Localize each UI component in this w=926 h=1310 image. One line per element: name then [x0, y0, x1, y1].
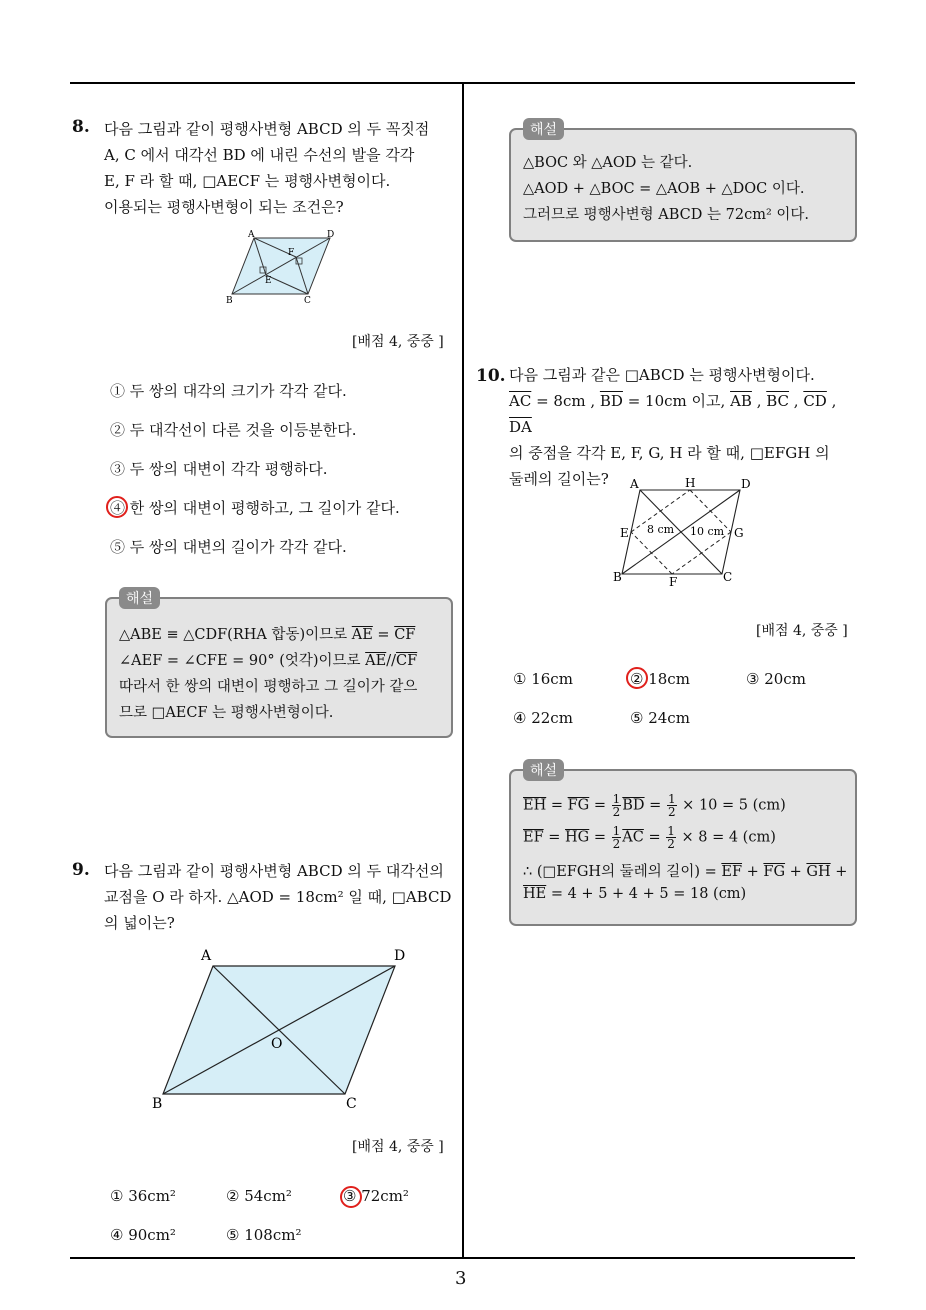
solution-line: 따라서 한 쌍의 대변이 평행하고 그 길이가 같으: [119, 679, 418, 695]
question-8-choice-5[interactable]: ⑤ 두 쌍의 대변의 길이가 각각 같다.: [110, 538, 347, 556]
length-label-ac: 8 cm: [647, 523, 675, 536]
question-8-solution-box: [105, 591, 453, 738]
selected-answer-mark: [626, 667, 648, 689]
fraction: $\frac{1}{2}$: [612, 824, 621, 851]
selected-answer-mark: [340, 1186, 362, 1208]
label-e: E: [265, 276, 272, 286]
label-e: E: [620, 526, 629, 540]
question-10-choice-2[interactable]: ② 18cm: [630, 670, 690, 688]
label-c: C: [304, 296, 311, 306]
label-o: O: [271, 1036, 283, 1052]
label-f: F: [669, 575, 678, 588]
question-9-figure: [145, 940, 425, 1115]
question-10-choice-4[interactable]: ④ 22cm: [513, 709, 573, 727]
label-b: B: [152, 1096, 163, 1112]
label-c: C: [346, 1096, 357, 1112]
solution-tag: 해설: [119, 587, 160, 609]
question-8-line: 다음 그림과 같이 평행사변형 ABCD 의 두 꼭짓점: [104, 120, 430, 138]
question-10-choice-3[interactable]: ③ 20cm: [746, 670, 806, 688]
solution-line: ∴ (□EFGH의 둘레의 길이) = $\overline{EF} + \overline{FG} + \overline{GH}$ +: [523, 864, 848, 880]
question-10-choice-5[interactable]: ⑤ 24cm: [630, 709, 690, 727]
question-10-choice-1[interactable]: ① 16cm: [513, 670, 573, 688]
question-10-figure: [612, 473, 762, 588]
solution-line: △BOC 와 △AOD 는 같다.: [523, 155, 693, 171]
fraction: $\frac{1}{2}$: [667, 824, 675, 851]
length-label-bd: 10 cm: [690, 525, 725, 538]
question-8-choice-2[interactable]: ② 두 대각선이 다른 것을 이등분한다.: [110, 421, 357, 439]
question-9-number: 9.: [72, 860, 90, 880]
label-a: A: [248, 230, 255, 240]
question-9-choice-5[interactable]: ⑤ 108cm²: [226, 1226, 302, 1244]
fraction: $\frac{1}{2}$: [667, 792, 676, 819]
question-8-choice-3[interactable]: ③ 두 쌍의 대변이 각각 평행하다.: [110, 460, 328, 478]
label-c: C: [723, 570, 733, 584]
label-b: B: [226, 296, 233, 306]
question-8-line: E, F 라 할 때, □AECF 는 평행사변형이다.: [104, 172, 391, 190]
solution-line: $\overline{EF} = \overline{HG}$ = $\frac{1}{2}$ $\overline{AC}$ = $\frac{1}{2}$ × 8 = 4 (cm): [523, 824, 776, 851]
question-9-choice-1[interactable]: ① 36cm²: [110, 1187, 176, 1205]
label-d: D: [741, 477, 751, 491]
label-a: A: [630, 477, 639, 491]
question-9-choice-4[interactable]: ④ 90cm²: [110, 1226, 176, 1244]
question-10-line: 둘레의 길이는?: [509, 470, 609, 488]
solution-tag: 해설: [523, 118, 564, 140]
label-b: B: [613, 570, 622, 584]
selected-answer-mark: [106, 496, 128, 518]
question-9-solution-box: [509, 122, 857, 242]
label-h: H: [685, 476, 696, 490]
question-8-text: [104, 116, 454, 220]
solution-line: △AOD + △BOC = △AOB + △DOC 이다.: [523, 181, 805, 197]
question-10-score: [배점 4, 중중 ]: [756, 623, 848, 639]
question-9-text: [104, 858, 459, 936]
solution-tag: 해설: [523, 759, 564, 781]
question-10-line: $\overline{AC} = 8cm$ , $\overline{BD} = 10cm$ 이고, $\overline{AB}$ , $\overline{BC}$ , $\overline{CD}$ , $\overline{DA}$: [509, 392, 837, 436]
question-9-choice-3[interactable]: ③ 72cm²: [343, 1187, 409, 1205]
question-8-line: A, C 에서 대각선 BD 에 내린 수선의 발을 각각: [104, 146, 415, 164]
question-8-line: 이용되는 평행사변형이 되는 조건은?: [104, 198, 344, 216]
question-9-score: [배점 4, 중중 ]: [352, 1139, 444, 1155]
question-10-solution-box: [509, 763, 857, 926]
question-10-number: 10.: [476, 366, 506, 386]
question-9-line: 교점을 O 라 하자. △AOD = 18cm² 일 때, □ABCD: [104, 888, 452, 906]
label-d: D: [394, 948, 406, 964]
question-8-number: 8.: [72, 117, 90, 137]
question-9-choice-2[interactable]: ② 54cm²: [226, 1187, 292, 1205]
solution-line: 그러므로 평행사변형 ABCD 는 72cm² 이다.: [523, 207, 809, 223]
question-8-choice-4[interactable]: ④ 한 쌍의 대변이 평행하고, 그 길이가 같다.: [110, 499, 400, 517]
label-g: G: [734, 526, 744, 540]
question-9-line: 다음 그림과 같이 평행사변형 ABCD 의 두 대각선의: [104, 862, 444, 880]
solution-line: $\overline{HE} = 4 + 5 + 4 + 5 = 18$ (cm): [523, 886, 747, 902]
question-8-choice-1[interactable]: ① 두 쌍의 대각의 크기가 각각 같다.: [110, 382, 347, 400]
question-9-line: 의 넓이는?: [104, 914, 175, 932]
question-10-line: 다음 그림과 같은 □ABCD 는 평행사변형이다.: [509, 366, 815, 384]
solution-line: 므로 □AECF 는 평행사변형이다.: [119, 705, 334, 721]
column-divider: [462, 82, 464, 1258]
question-10-line: 의 중점을 각각 E, F, G, H 라 할 때, □EFGH 의: [509, 444, 830, 462]
label-d: D: [327, 230, 335, 240]
solution-line: △ABE ≡ △CDF(RHA 합동)이므로 $\overline{AE} = \overline{CF}$: [119, 627, 416, 643]
solution-line: ∠AEF = ∠CFE = 90° (엇각)이므로 $\overline{AE}//\overline{CF}$: [119, 653, 418, 669]
label-a: A: [201, 948, 212, 964]
question-8-figure: [220, 228, 345, 306]
question-8-score: [배점 4, 중중 ]: [352, 334, 444, 350]
page-number: 3: [455, 1268, 467, 1289]
label-f: F: [288, 248, 295, 258]
fraction: $\frac{1}{2}$: [612, 792, 621, 819]
solution-line: $\overline{EH} = \overline{FG}$ = $\frac{1}{2}$ $\overline{BD}$ = $\frac{1}{2}$ × 10 = 5 (cm): [523, 792, 786, 819]
